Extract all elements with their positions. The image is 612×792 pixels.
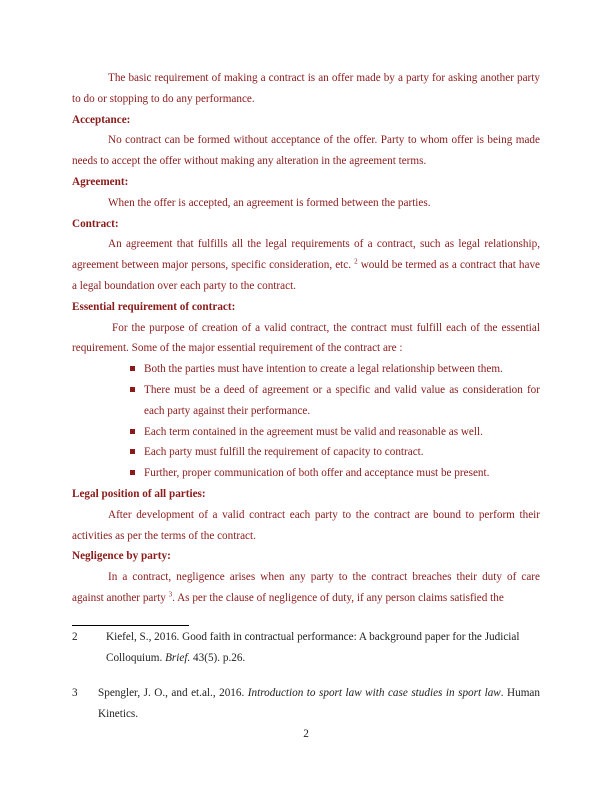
negligence-heading: Negligence by party: <box>72 550 171 563</box>
square-bullet-icon <box>130 449 135 454</box>
footnote-separator <box>72 625 189 626</box>
legal-position-paragraph: After development of a valid contract each party to the contract are bound to perform their activities as per the terms of the contract. <box>72 508 540 542</box>
page-number: 2 <box>303 728 309 740</box>
footnote-ref-2[interactable]: 2 <box>354 257 358 266</box>
essential-heading: Essential requirement of contract: <box>72 300 236 313</box>
acceptance-heading: Acceptance: <box>72 113 131 126</box>
list-item: There must be a deed of agreement or a specific and valid value as consideration for each party against their performance. <box>144 380 540 422</box>
footnote-number: 2 <box>72 631 78 643</box>
footnote-text: Kiefel, S., 2016. Good faith in contractual performance: A background paper for the Judicial Colloquium. Brief. 43(5). p.26. <box>106 631 520 664</box>
square-bullet-icon <box>130 387 135 392</box>
square-bullet-icon <box>130 429 135 434</box>
list-item: Both the parties must have intention to create a legal relationship between them. <box>144 359 540 380</box>
footnote-2 <box>72 627 540 668</box>
footnote-number: 3 <box>72 687 78 699</box>
square-bullet-icon <box>130 366 135 371</box>
list-item: Each term contained in the agreement must be valid and reasonable as well. <box>144 422 540 443</box>
document-body <box>72 68 540 609</box>
agreement-heading: Agreement: <box>72 175 129 188</box>
legal-position-heading: Legal position of all parties: <box>72 487 206 500</box>
square-bullet-icon <box>130 470 135 475</box>
intro-paragraph: The basic requirement of making a contract is an offer made by a party for asking another party to do or stopping to do any performance. <box>72 72 540 105</box>
contract-heading: Contract: <box>72 217 119 230</box>
list-item: Each party must fulfill the requirement of capacity to contract. <box>144 442 540 463</box>
essential-list <box>72 359 540 484</box>
negligence-text-before: In a contract, negligence arises when any party to the contract breaches their duty of care against another party <box>72 571 540 604</box>
negligence-text-after: . As per the clause of negligence of duty, if any person claims satisfied the <box>172 591 504 604</box>
acceptance-paragraph: No contract can be formed without acceptance of the offer. Party to whom offer is being made needs to accept the offer without making any alteration in the agreement terms. <box>72 134 540 168</box>
contract-text-before: An agreement that fulfills all the legal requirements of a contract, such as legal relationship, agreement between major persons, specific consideration, etc. <box>72 238 540 272</box>
essential-paragraph: For the purpose of creation of a valid contract, the contract must fulfill each of the essential requirement. Some of the major essential requirement of the contract are : <box>72 321 540 355</box>
footnote-ref-3[interactable]: 3 <box>168 590 173 599</box>
negligence-paragraph <box>72 567 540 609</box>
contract-text-after: would be termed as a contract that have a legal boundation over each party to the contract. <box>72 259 541 292</box>
list-item: Further, proper communication of both offer and acceptance must be present. <box>144 463 540 484</box>
agreement-paragraph: When the offer is accepted, an agreement is formed between the parties. <box>108 196 431 209</box>
footnote-3 <box>72 683 540 724</box>
contract-paragraph <box>72 234 540 296</box>
footnote-text: Spengler, J. O., and et.al., 2016. Introduction to sport law with case studies in sport law. Human Kinetics. <box>98 687 540 720</box>
